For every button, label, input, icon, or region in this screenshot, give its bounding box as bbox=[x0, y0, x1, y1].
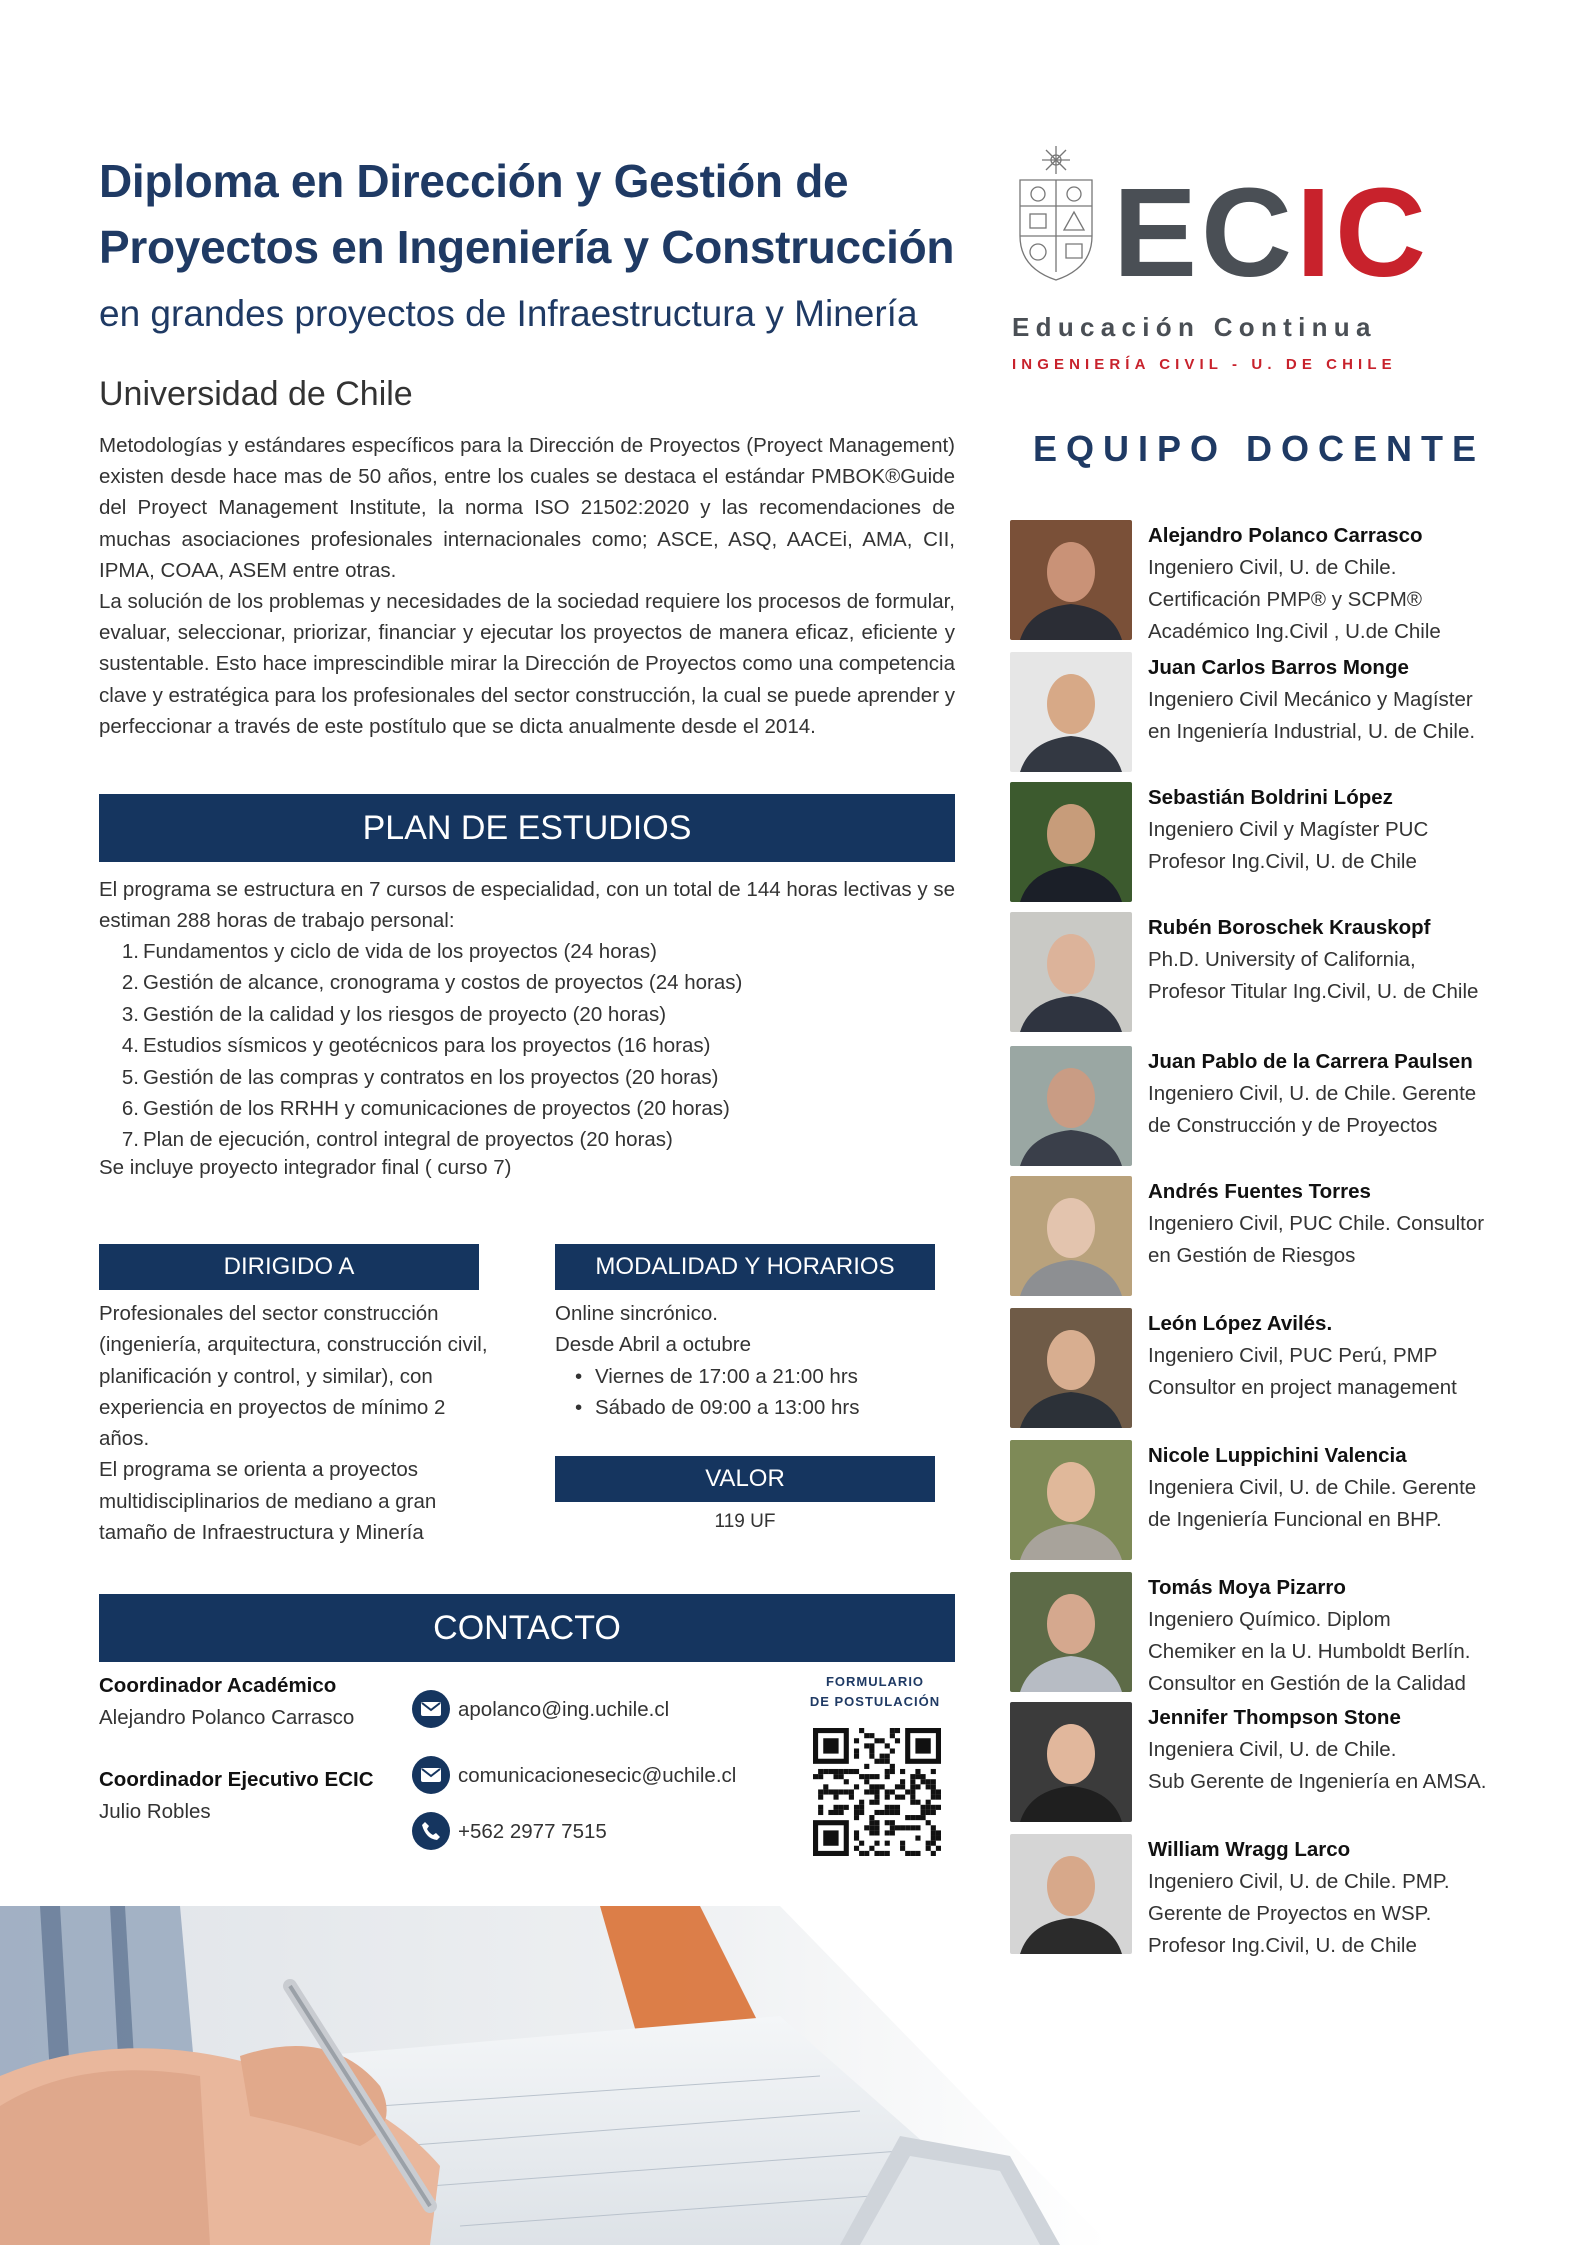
team-member bbox=[1010, 1308, 1570, 1432]
member-detail: en Gestión de Riesgos bbox=[1148, 1244, 1356, 1267]
course-item bbox=[115, 1093, 742, 1124]
member-name: William Wragg Larco bbox=[1148, 1838, 1351, 1861]
member-detail: de Construcción y de Proyectos bbox=[1148, 1114, 1438, 1137]
team-member bbox=[1010, 1046, 1570, 1170]
member-detail: Ingeniero Civil y Magíster PUC bbox=[1148, 818, 1429, 841]
contacto-heading: CONTACTO bbox=[99, 1594, 955, 1662]
member-detail: Profesor Ing.Civil, U. de Chile bbox=[1148, 1934, 1417, 1957]
valor-heading: VALOR bbox=[555, 1456, 935, 1502]
course-label: Fundamentos y ciclo de vida de los proyectos (24 horas) bbox=[143, 940, 657, 963]
member-name: Juan Carlos Barros Monge bbox=[1148, 656, 1409, 679]
intro-paragraph-2: La solución de los problemas y necesidades de la sociedad requiere los procesos de formular, evaluar, seleccionar, priorizar, financiar y ejecutar los proyectos de manera eficaz, eficiente y sustentable. Esto hace imprescindible mirar la Dirección de Proyectos como una competencia clave y estratégica para los profesionales del sector construcción, la cual se puede aprender y perfeccionar a través de este postítulo que se dicta anualmente desde el 2014. bbox=[99, 590, 955, 738]
member-photo bbox=[1010, 1046, 1132, 1166]
member-detail: Sub Gerente de Ingeniería en AMSA. bbox=[1148, 1770, 1487, 1793]
member-detail: Ingeniero Químico. Diplom bbox=[1148, 1608, 1391, 1631]
team-member bbox=[1010, 1176, 1570, 1300]
coord-academico-name: Alejandro Polanco Carrasco bbox=[99, 1706, 355, 1729]
member-detail: Ingeniera Civil, U. de Chile. Gerente bbox=[1148, 1476, 1477, 1499]
page-subtitle: en grandes proyectos de Infraestructura y Minería bbox=[99, 293, 918, 334]
course-label: Gestión de la calidad y los riesgos de proyecto (20 horas) bbox=[143, 1002, 667, 1026]
qr-code-icon[interactable] bbox=[813, 1728, 941, 1856]
course-item bbox=[115, 1030, 742, 1061]
team-member bbox=[1010, 1834, 1570, 1958]
modalidad-line-2: Desde Abril a octubre bbox=[555, 1333, 752, 1357]
course-number: 2. bbox=[121, 971, 139, 995]
dirigido-paragraph-2: El programa se orienta a proyectos multidisciplinarios de mediano a gran tamaño de Infraestructura y Minería bbox=[99, 1458, 437, 1545]
member-detail: Certificación PMP® y SCPM® bbox=[1148, 588, 1422, 611]
logo-ic: IC bbox=[1296, 162, 1431, 303]
university-name: Universidad de Chile bbox=[99, 375, 413, 413]
member-detail: Consultor en Gestión de la Calidad bbox=[1148, 1672, 1466, 1695]
member-detail: en Ingeniería Industrial, U. de Chile. bbox=[1148, 720, 1476, 743]
modalidad-heading: MODALIDAD Y HORARIOS bbox=[555, 1244, 935, 1290]
member-detail: Consultor en project management bbox=[1148, 1376, 1457, 1399]
member-info bbox=[1148, 912, 1578, 1008]
member-photo bbox=[1010, 1440, 1132, 1560]
course-item bbox=[115, 999, 742, 1030]
course-item bbox=[115, 1124, 742, 1155]
team-member bbox=[1010, 1440, 1570, 1564]
course-number: 3. bbox=[121, 1002, 139, 1026]
member-detail: Profesor Ing.Civil, U. de Chile bbox=[1148, 850, 1417, 873]
member-info bbox=[1148, 1046, 1578, 1142]
modalidad-line-1: Online sincrónico. bbox=[555, 1302, 718, 1325]
course-label: Plan de ejecución, control integral de proyectos (20 horas) bbox=[143, 1128, 673, 1152]
plan-footer: Se incluye proyecto integrador final ( curso 7) bbox=[99, 1156, 512, 1179]
course-item bbox=[115, 936, 742, 967]
phone-icon bbox=[412, 1812, 450, 1850]
course-label: Gestión de las compras y contratos en los proyectos (20 horas) bbox=[143, 1065, 719, 1089]
phone-number[interactable]: +562 2977 7515 bbox=[458, 1820, 607, 1843]
course-label: Estudios sísmicos y geotécnicos para los proyectos (16 horas) bbox=[143, 1034, 711, 1058]
member-detail: Académico Ing.Civil , U.de Chile bbox=[1148, 620, 1441, 643]
member-detail: Ingeniero Civil, PUC Chile. Consultor bbox=[1148, 1212, 1485, 1235]
member-detail: Profesor Titular Ing.Civil, U. de Chile bbox=[1148, 980, 1479, 1003]
member-photo bbox=[1010, 1702, 1132, 1822]
schedule-item: • Sábado de 09:00 a 13:00 hrs bbox=[595, 1392, 945, 1423]
form-label-line-2: DE POSTULACIÓN bbox=[809, 1694, 941, 1709]
course-item bbox=[115, 1062, 742, 1093]
valor-amount: 119 UF bbox=[714, 1511, 776, 1532]
logo-tagline: Educación Continua bbox=[1012, 312, 1377, 342]
team-member bbox=[1010, 912, 1570, 1036]
course-item bbox=[115, 967, 742, 998]
member-info bbox=[1148, 782, 1578, 878]
course-number: 4. bbox=[121, 1034, 139, 1058]
member-detail: Ingeniero Civil Mecánico y Magíster bbox=[1148, 688, 1473, 711]
member-info bbox=[1148, 652, 1578, 748]
course-list bbox=[115, 936, 742, 1156]
intro-text bbox=[99, 430, 955, 742]
modalidad-text bbox=[555, 1298, 945, 1423]
member-info bbox=[1148, 1176, 1578, 1272]
member-info bbox=[1148, 520, 1578, 648]
coord-academico-label: Coordinador Académico bbox=[99, 1674, 337, 1697]
course-label: Gestión de los RRHH y comunicaciones de proyectos (20 horas) bbox=[143, 1097, 730, 1121]
course-number: 5. bbox=[121, 1065, 139, 1089]
member-photo bbox=[1010, 1572, 1132, 1692]
member-photo bbox=[1010, 652, 1132, 772]
member-detail: Chemiker en la U. Humboldt Berlín. bbox=[1148, 1640, 1471, 1663]
member-photo bbox=[1010, 912, 1132, 1032]
member-info bbox=[1148, 1440, 1578, 1536]
member-photo bbox=[1010, 1176, 1132, 1296]
ecic-logo-wordmark bbox=[1113, 162, 1431, 303]
member-name: Alejandro Polanco Carrasco bbox=[1148, 524, 1423, 547]
member-name: León López Avilés. bbox=[1148, 1312, 1333, 1335]
member-detail: Ingeniero Civil, U. de Chile. bbox=[1148, 556, 1397, 579]
member-name: Sebastián Boldrini López bbox=[1148, 786, 1393, 809]
title-line-2: Proyectos en Ingeniería y Construcción bbox=[99, 221, 955, 273]
coord-ejecutivo-label: Coordinador Ejecutivo ECIC bbox=[99, 1768, 374, 1791]
team-heading: EQUIPO DOCENTE bbox=[1033, 428, 1486, 469]
member-detail: Ingeniero Civil, U. de Chile. PMP. bbox=[1148, 1870, 1450, 1893]
team-member bbox=[1010, 520, 1570, 644]
course-number: 7. bbox=[121, 1128, 139, 1152]
member-info bbox=[1148, 1834, 1578, 1962]
course-label: Gestión de alcance, cronograma y costos de proyectos (24 horas) bbox=[143, 971, 743, 995]
member-photo bbox=[1010, 1834, 1132, 1954]
envelope-icon bbox=[412, 1690, 450, 1728]
member-detail: Ph.D. University of California, bbox=[1148, 948, 1416, 971]
course-number: 1. bbox=[121, 940, 139, 963]
member-info bbox=[1148, 1308, 1578, 1404]
member-info bbox=[1148, 1702, 1578, 1798]
member-detail: Ingeniera Civil, U. de Chile. bbox=[1148, 1738, 1397, 1761]
dirigido-heading: DIRIGIDO A bbox=[99, 1244, 479, 1290]
dirigido-paragraph-1: Profesionales del sector construcción (ingeniería, arquitectura, construcción civil, planificación y control, y similar), con experiencia en proyectos de mínimo 2 años. bbox=[99, 1302, 488, 1451]
member-detail: Gerente de Proyectos en WSP. bbox=[1148, 1902, 1432, 1925]
team-member bbox=[1010, 1702, 1570, 1826]
form-label-line-1: FORMULARIO bbox=[825, 1674, 925, 1689]
member-info bbox=[1148, 1572, 1578, 1700]
envelope-icon bbox=[412, 1756, 450, 1794]
member-detail: Ingeniero Civil, PUC Perú, PMP bbox=[1148, 1344, 1438, 1367]
member-name: Juan Pablo de la Carrera Paulsen bbox=[1148, 1050, 1473, 1073]
hand-writing-photo bbox=[0, 1906, 1110, 2245]
dirigido-text bbox=[99, 1298, 489, 1548]
member-detail: Ingeniero Civil, U. de Chile. Gerente bbox=[1148, 1082, 1477, 1105]
page-title bbox=[99, 148, 999, 280]
member-name: Rubén Boroschek Krauskopf bbox=[1148, 916, 1431, 939]
member-photo bbox=[1010, 520, 1132, 640]
form-label bbox=[800, 1672, 950, 1712]
plan-heading: PLAN DE ESTUDIOS bbox=[99, 794, 955, 862]
team-member bbox=[1010, 652, 1570, 776]
email-link-2[interactable]: comunicacionesecic@uchile.cl bbox=[458, 1764, 737, 1787]
email-link-1[interactable]: apolanco@ing.uchile.cl bbox=[458, 1698, 670, 1721]
schedule-list bbox=[555, 1361, 945, 1424]
member-detail: de Ingeniería Funcional en BHP. bbox=[1148, 1508, 1442, 1531]
member-name: Andrés Fuentes Torres bbox=[1148, 1180, 1371, 1203]
member-photo bbox=[1010, 1308, 1132, 1428]
course-number: 6. bbox=[121, 1097, 139, 1121]
title-line-1: Diploma en Dirección y Gestión de bbox=[99, 155, 849, 207]
logo-ec: EC bbox=[1113, 162, 1297, 303]
member-photo bbox=[1010, 782, 1132, 902]
intro-paragraph-1: Metodologías y estándares específicos para la Dirección de Proyectos (Proyect Management) existen desde hace mas de 50 años, entre los cuales se destaca el estándar PMBOK®Guide del Proyect Management Institute, la norma ISO 21502:2020 y las recomendaciones de muchas asociaciones profesionales internacionales como; ASCE, ASQ, AACEi, AMA, CII, IPMA, COAA, ASEM entre otras. bbox=[99, 434, 955, 582]
university-shield-icon bbox=[1012, 144, 1100, 284]
plan-intro: El programa se estructura en 7 cursos de especialidad, con un total de 144 horas lectivas y se estiman 288 horas de trabajo personal: bbox=[99, 878, 955, 933]
logo-department: INGENIERÍA CIVIL - U. DE CHILE bbox=[1012, 356, 1397, 373]
schedule-item: • Viernes de 17:00 a 21:00 hrs bbox=[595, 1361, 945, 1392]
member-name: Jennifer Thompson Stone bbox=[1148, 1706, 1401, 1729]
coord-ejecutivo-name: Julio Robles bbox=[99, 1800, 211, 1823]
member-name: Tomás Moya Pizarro bbox=[1148, 1576, 1346, 1599]
team-member bbox=[1010, 1572, 1570, 1696]
team-member bbox=[1010, 782, 1570, 906]
member-name: Nicole Luppichini Valencia bbox=[1148, 1444, 1407, 1467]
